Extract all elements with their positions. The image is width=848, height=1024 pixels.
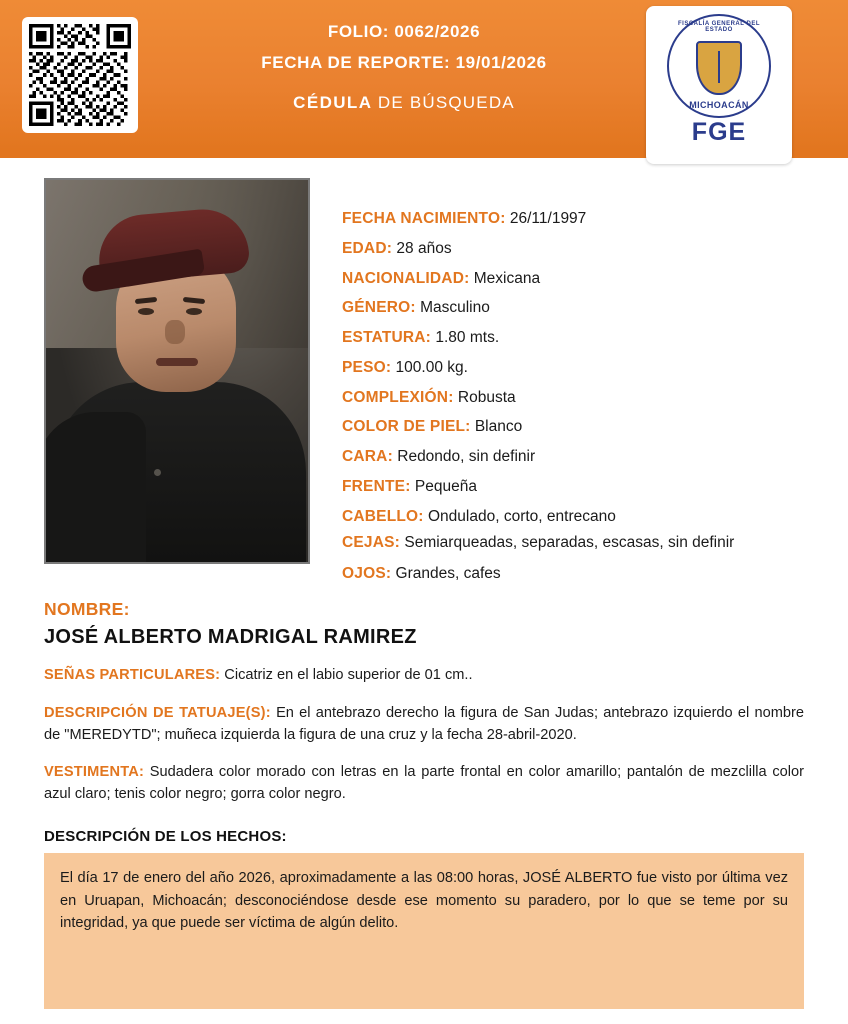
vestimenta-value: Sudadera color morado con letras en la parte frontal en color amarillo; pantalón de mezclilla color azul claro; tenis color negro; gorra color negro. — [44, 764, 804, 803]
field-genero — [342, 293, 804, 323]
photo-chest-detail — [154, 469, 161, 476]
field-label: PESO: — [342, 358, 392, 376]
field-edad — [342, 234, 804, 264]
field-label: GÉNERO: — [342, 299, 416, 317]
name-value: JOSÉ ALBERTO MADRIGAL RAMIREZ — [44, 625, 417, 648]
field-complexion — [342, 383, 804, 413]
name-block — [44, 599, 804, 649]
person-photo — [44, 178, 310, 564]
qr-code-svg — [29, 24, 131, 126]
field-label: COMPLEXIÓN: — [342, 388, 454, 406]
field-cejas — [342, 531, 804, 556]
field-label: OJOS: — [342, 565, 392, 583]
folio-label: FOLIO: — [327, 22, 390, 41]
vestimenta-label: VESTIMENTA: — [44, 764, 145, 781]
field-value: Robusta — [457, 388, 516, 406]
senas-value: Cicatriz en el labio superior de 01 cm.. — [224, 666, 473, 683]
field-value: Blanco — [474, 418, 523, 436]
field-value: Mexicana — [473, 269, 541, 287]
tatuajes-label: DESCRIPCIÓN DE TATUAJE(S): — [44, 704, 271, 721]
hechos-title: DESCRIPCIÓN DE LOS HECHOS: — [44, 828, 287, 846]
fge-ring-top-text: FISCALÍA GENERAL DEL ESTADO — [677, 21, 760, 33]
descripcion-tatuajes — [44, 703, 804, 747]
photo-eye-left — [138, 308, 154, 315]
photo-and-fields-row — [44, 178, 804, 589]
shield-icon — [696, 41, 742, 95]
document-header — [0, 0, 848, 150]
header-titles — [160, 22, 648, 113]
vestimenta — [44, 762, 804, 806]
field-label: CARA: — [342, 448, 393, 465]
field-value: Pequeña — [414, 477, 477, 495]
field-estatura — [342, 323, 804, 353]
field-label: EDAD: — [342, 239, 393, 257]
field-value: Redondo, sin definir — [397, 448, 536, 465]
name-label: NOMBRE: — [44, 598, 130, 619]
field-value: Ondulado, corto, entrecano — [428, 507, 616, 525]
cedula-title — [160, 93, 648, 113]
field-value: 28 años — [396, 239, 452, 257]
attributes-list — [342, 178, 804, 589]
senas-label: SEÑAS PARTICULARES: — [44, 666, 221, 683]
field-frente — [342, 472, 804, 502]
fge-acronym: FGE — [691, 118, 747, 146]
field-value: 1.80 mts. — [435, 329, 500, 346]
field-fecha-nacimiento — [342, 204, 804, 234]
fge-ring-bottom-text: MICHOACÁN — [689, 100, 749, 110]
field-label: CEJAS: — [342, 534, 401, 552]
field-nacionalidad — [342, 264, 804, 294]
qr-code-icon — [22, 17, 138, 133]
photo-shoulder — [44, 412, 146, 562]
field-ojos — [342, 559, 804, 589]
fge-logo — [646, 6, 792, 164]
cedula-title-soft: DE BÚSQUEDA — [377, 93, 515, 112]
senas-particulares — [44, 665, 804, 687]
field-label: FRENTE: — [342, 477, 411, 495]
field-color-de-piel — [342, 412, 804, 442]
photo-nose — [165, 320, 185, 344]
field-peso — [342, 353, 804, 383]
field-label: CABELLO: — [342, 507, 424, 525]
hechos-text: El día 17 de enero del año 2026, aproximadamente a las 08:00 horas, JOSÉ ALBERTO fue visto por última vez en Uruapan, Michoacán; desconociéndose desde ese momento su paradero, por lo que se teme por su integridad, ya que puede ser víctima de algún delito. — [44, 853, 804, 1009]
folio-value: 0062/2026 — [394, 22, 481, 41]
field-label: FECHA NACIMIENTO: — [342, 210, 506, 227]
field-cara — [342, 442, 804, 472]
field-label: ESTATURA: — [342, 329, 432, 346]
fge-seal-icon — [667, 14, 771, 118]
field-value: 26/11/1997 — [509, 210, 587, 227]
field-value: Grandes, cafes — [395, 565, 501, 583]
field-label: NACIONALIDAD: — [342, 269, 470, 287]
field-value: Masculino — [420, 299, 490, 317]
field-cabello — [342, 502, 804, 532]
fecha-reporte-label: FECHA DE REPORTE: — [261, 53, 451, 72]
photo-mouth — [156, 358, 198, 366]
fecha-reporte-line — [160, 53, 648, 73]
field-value: 100.00 kg. — [395, 358, 468, 376]
fecha-reporte-value: 19/01/2026 — [455, 53, 547, 72]
photo-eye-right — [186, 308, 202, 315]
document-body — [0, 178, 848, 1009]
field-value: Semiarqueadas, separadas, escasas, sin definir — [404, 534, 735, 552]
tatuajes-value: En el antebrazo derecho la figura de San Judas; antebrazo izquierdo el nombre de "MEREDYTD"; muñeca izquierda la figura de una cruz y la fecha 28-abril-2020. — [44, 704, 805, 743]
folio-line — [160, 22, 648, 42]
cedula-title-strong: CÉDULA — [293, 93, 372, 112]
field-label: COLOR DE PIEL: — [342, 418, 471, 436]
